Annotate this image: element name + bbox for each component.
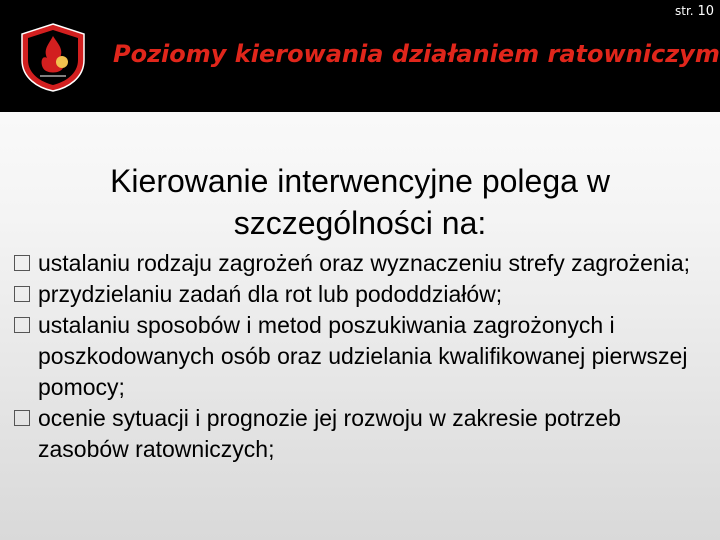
checkbox-bullet-icon xyxy=(14,410,30,426)
bullet-item xyxy=(12,279,712,310)
checkbox-bullet-icon xyxy=(14,317,30,333)
bullet-text: ustalaniu rodzaju zagrożeń oraz wyznaczeniu strefy zagrożenia; xyxy=(38,250,691,276)
bullet-text: ocenie sytuacji i prognozie jej rozwoju w zakresie potrzeb zasobów ratowniczych; xyxy=(38,405,621,462)
bullet-item xyxy=(12,403,712,465)
page-label: str. xyxy=(675,4,694,18)
logo-icon xyxy=(18,22,88,92)
bullet-text: przydzielaniu zadań dla rot lub pododdziałów; xyxy=(38,281,503,307)
bullet-item xyxy=(12,310,712,403)
section-heading: Kierowanie interwencyjne polega w szczególności na: xyxy=(110,163,610,241)
page-number-value: 10 xyxy=(697,4,714,19)
checkbox-bullet-icon xyxy=(14,286,30,302)
bullet-item xyxy=(12,248,712,279)
slide-title: Poziomy kierowania działaniem ratowniczym xyxy=(113,40,720,68)
slide-header xyxy=(0,0,720,112)
bullet-list xyxy=(12,248,712,465)
checkbox-bullet-icon xyxy=(14,255,30,271)
bullet-text: ustalaniu sposobów i metod poszukiwania zagrożonych i poszkodowanych osób oraz udzielania kwalifikowanej pierwszej pomocy; xyxy=(38,312,688,400)
page-number xyxy=(675,4,714,19)
